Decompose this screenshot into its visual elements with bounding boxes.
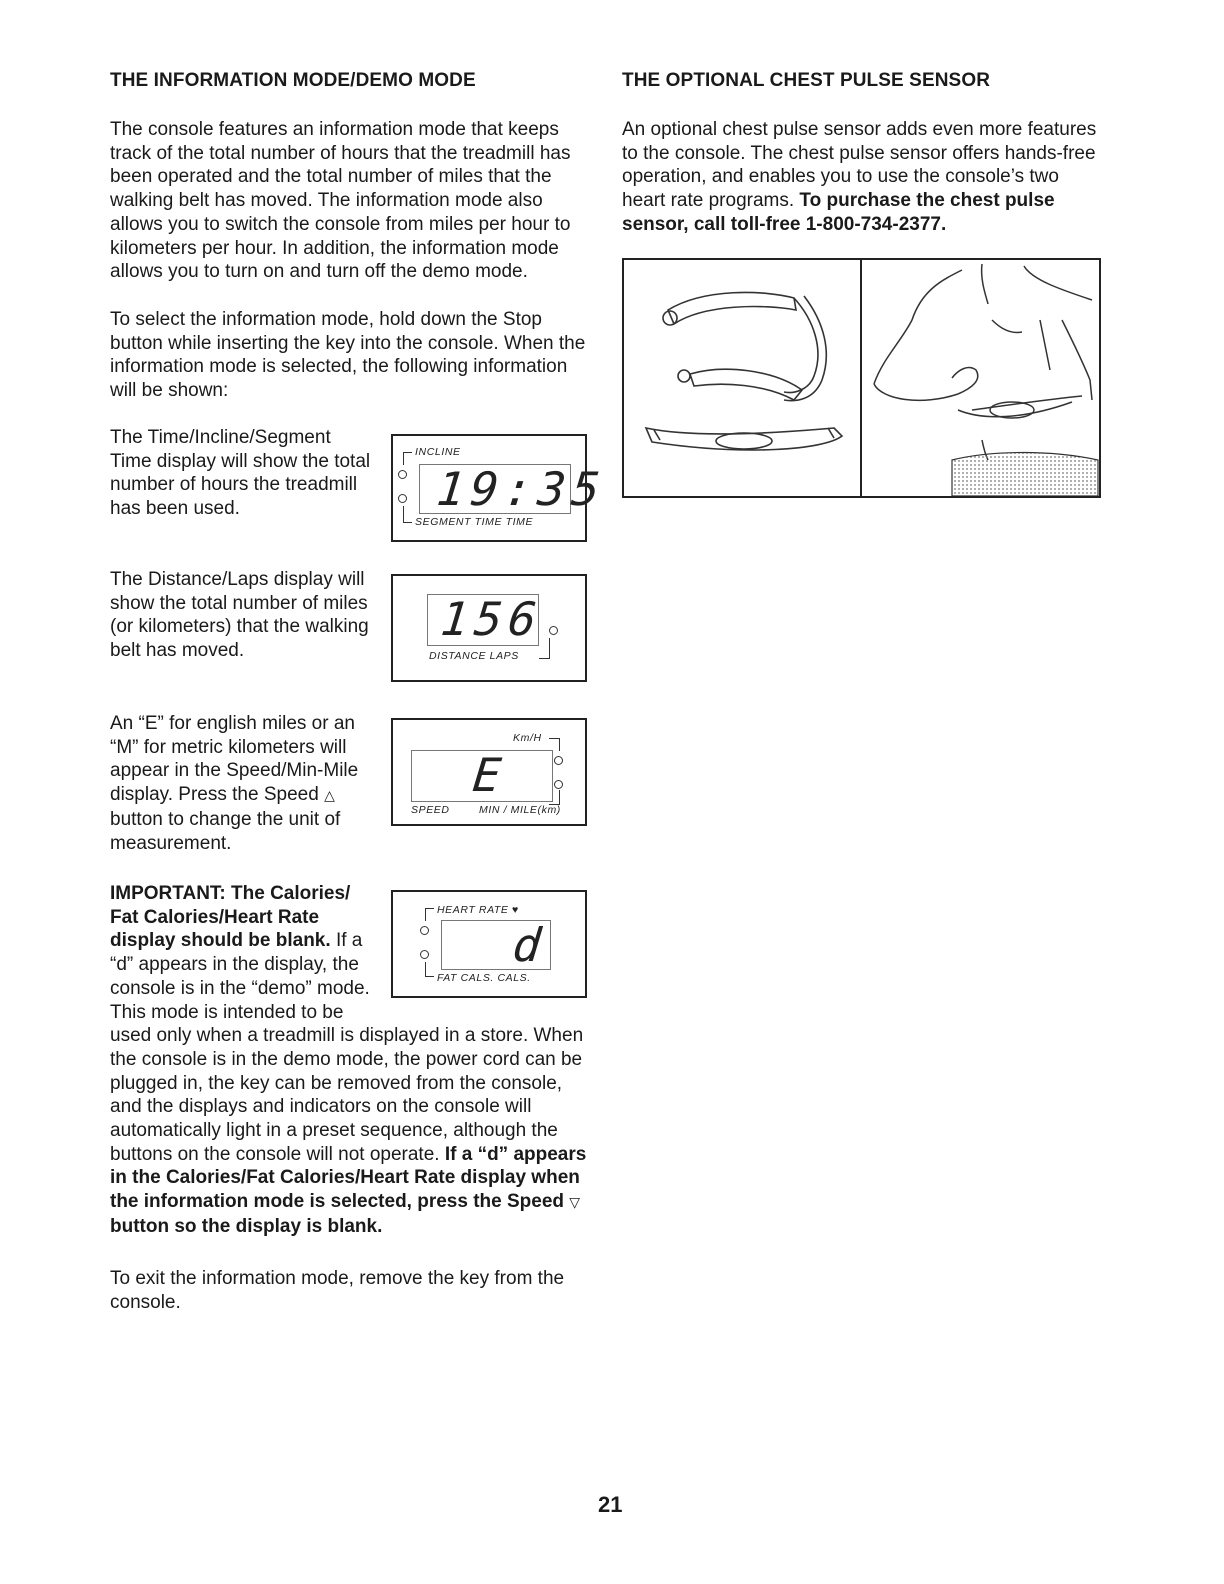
speed-text-b: button to change the unit of measurement.: [110, 808, 341, 854]
heart-rate-label: HEART RATE ♥: [437, 904, 519, 916]
time-display-description: The Time/Incline/Segment Time display will show the total number of hours the treadmill has been used.: [110, 427, 371, 520]
section-heading-chest-sensor: THE OPTIONAL CHEST PULSE SENSOR: [622, 70, 991, 91]
exit-paragraph: To exit the information mode, remove the key from the console.: [110, 1268, 565, 1313]
indicator-light-icon: [420, 926, 429, 935]
indicator-light-icon: [420, 950, 429, 959]
heart-readout: d: [510, 918, 550, 972]
indicator-light-icon: [554, 780, 563, 789]
min-mile-label: MIN / MILE(km): [479, 804, 561, 816]
intro-paragraph: The console features an information mode that keeps track of the total number of hours that the treadmill has been operated and the total number of miles that the walking belt has moved. The information mode also allows you to switch the console from miles per hour to kilometers per hour. In addition, the information mode allows you to turn on and turn off the demo mode.: [110, 119, 571, 283]
important-bold-followup-b: button so the display is blank.: [110, 1215, 383, 1237]
chest-sensor-illustration: [622, 258, 1101, 498]
indicator-light-icon: [554, 756, 563, 765]
purchase-phone-text: To purchase the chest pulse sensor, call toll-free 1-800-734-2377.: [622, 190, 1055, 235]
fat-cals-label: FAT CALS. CALS.: [437, 972, 531, 984]
torso-with-chest-strap-icon: [862, 260, 1101, 496]
distance-readout: 156: [438, 592, 545, 646]
important-bold-followup-a: If a “d” appears in the Calories/Fat Calories/Heart Rate display when the information mode is selected, press the Speed: [110, 1143, 587, 1213]
important-bold-lead: IMPORTANT: The Calories/ Fat Calories/Heart Rate display should be blank.: [110, 883, 351, 952]
section-heading-information-mode: THE INFORMATION MODE/DEMO MODE: [110, 70, 476, 91]
speed-label: SPEED: [411, 804, 450, 816]
heart-rate-display-figure: [391, 890, 587, 998]
indicator-light-icon: [398, 470, 407, 479]
time-readout: 19:35: [434, 462, 609, 516]
speed-display-figure: [391, 718, 587, 826]
chest-strap-icon: [624, 260, 860, 496]
time-display-figure: [391, 434, 609, 542]
chest-sensor-text: An optional chest pulse sensor adds even more features to the console. The chest pulse sensor offers hands-free operation, and enables you to use the console’s two heart rate programs.: [622, 119, 1097, 212]
speed-display-description: [110, 712, 372, 855]
select-mode-paragraph: To select the information mode, hold down the Stop button while inserting the key into the console. When the information mode is selected, the following information will be shown:: [110, 309, 586, 402]
triangle-up-icon: △: [324, 787, 335, 804]
speed-readout: E: [470, 748, 510, 802]
indicator-light-icon: [398, 494, 407, 503]
speed-text-a: An “E” for english miles or an “M” for metric kilometers will appear in the Speed/Min-Mile display. Press the Speed: [110, 713, 359, 806]
segment-time-label: SEGMENT TIME TIME: [415, 516, 534, 528]
distance-display-description: The Distance/Laps display will show the total number of miles (or kilometers) that the walking belt has moved.: [110, 569, 369, 662]
incline-label: INCLINE: [415, 446, 461, 458]
page-number: 21: [598, 1492, 623, 1517]
distance-display-figure: [391, 574, 587, 682]
chest-sensor-paragraph: [622, 118, 1100, 237]
distance-laps-label: DISTANCE LAPS: [429, 650, 519, 662]
triangle-down-icon: ▽: [569, 1194, 581, 1211]
kmh-label: Km/H: [513, 732, 542, 744]
important-demo-text: If a “d” appears in the display, the console is in the “demo” mode. This mode is intended to be used only when a treadmill is displayed in a store. When the console is in the demo mode, the power cord can be plugged in, the key can be removed from the console, and the displays and indicators on the console will automatically light in a preset sequence, although the buttons on the console will not operate.: [110, 930, 584, 1165]
indicator-light-icon: [549, 626, 558, 635]
